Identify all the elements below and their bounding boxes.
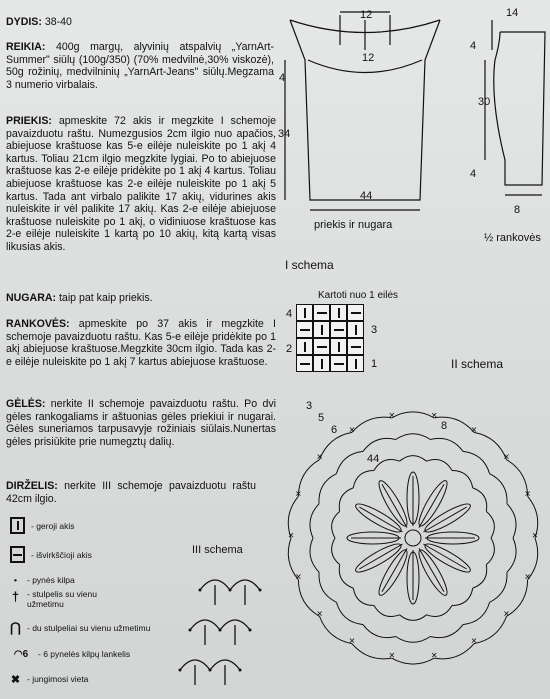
- svg-text:✕: ✕: [316, 452, 323, 462]
- schema1-title: I schema: [285, 258, 334, 272]
- schema2-title: II schema: [451, 357, 504, 371]
- svg-text:✕: ✕: [348, 636, 356, 646]
- schema1-row-1: 1: [371, 358, 378, 370]
- svg-text:✕: ✕: [503, 609, 510, 619]
- purl-stitch-icon: [313, 338, 330, 355]
- legend-chain: • - pynės kilpa: [10, 573, 75, 587]
- svg-text:✕: ✕: [316, 609, 323, 619]
- belt-paragraph: DIRŽELIS: nerkite III schemoje pavaizduotu raštu 42cm ilgio.: [6, 480, 256, 505]
- schema1-row-2: 2: [286, 343, 293, 355]
- body-bottom-measure: 44: [360, 190, 373, 202]
- body-side-measure: 4: [279, 72, 286, 84]
- sleeve-caption: ½ rankovės: [484, 232, 541, 244]
- schema1-repeat-note: Kartoti nuo 1 eilės: [318, 290, 399, 301]
- schema2-num-44: 44: [367, 453, 380, 465]
- svg-text:✕: ✕: [430, 410, 438, 420]
- purl-stitch-icon: [330, 355, 347, 372]
- knit-stitch-icon: [347, 355, 364, 372]
- knit-stitch-icon: [330, 304, 347, 321]
- legend-purl: - išvirkščioji akis: [10, 546, 92, 563]
- purl-stitch-icon: [313, 304, 330, 321]
- schema3-diagram: [160, 560, 280, 695]
- size-line: DYDIS: 38-40: [6, 16, 72, 28]
- svg-text:✕: ✕: [348, 425, 356, 435]
- materials-paragraph: REIKIA: 400g margų, alyvinių atspalvių „YarnArt-Summer" siūlų (100g/350) (70% medvilnė,30% viskozė), 50g rožinių, medvilninių „YarnArt-Jeans" siūlų.Megzama 3 numerio virbalais.: [6, 41, 274, 91]
- sleeve-height-measure: 30: [478, 96, 491, 108]
- knit-stitch-icon: [10, 517, 25, 534]
- svg-text:✕: ✕: [531, 531, 539, 540]
- knit-stitch-icon: [296, 304, 313, 321]
- knit-stitch-icon: [313, 355, 330, 372]
- svg-text:✕: ✕: [295, 572, 302, 582]
- schema1-row-4: 4: [286, 308, 293, 320]
- schema3-title: III schema: [192, 544, 243, 556]
- legend-knit: - geroji akis: [10, 517, 74, 534]
- schema2-num-3: 3: [306, 400, 313, 412]
- sleeves-paragraph: RANKOVĖS: apmeskite po 37 akis ir megzkite I schemoje pavaizduotu raštu. Kas 5-e eilėje pridėkite po 1 akį abiejuose kraštuose.Megzkite 30cm ilgio. Tada kas 2-e eilėje nuleiskite po 1 akį 7 kartus abiejuose kraštuose.: [6, 318, 276, 368]
- svg-text:✕: ✕: [295, 489, 302, 499]
- schema1-row-3: 3: [371, 324, 378, 336]
- knit-stitch-icon: [313, 321, 330, 338]
- svg-text:✕: ✕: [287, 531, 295, 540]
- svg-text:✕: ✕: [524, 489, 531, 499]
- svg-text:✕: ✕: [503, 452, 510, 462]
- svg-text:✕: ✕: [470, 425, 478, 435]
- legend-dc-pair: ⋂ - du stulpeliai su vienu užmetimu: [10, 620, 151, 635]
- body-height-measure: 34: [278, 128, 291, 140]
- body-caption: priekis ir nugara: [314, 219, 393, 231]
- legend-dc: † - stulpelis su vienu užmetimu: [11, 588, 97, 609]
- svg-text:✕: ✕: [524, 572, 531, 582]
- sleeve-schematic: [470, 20, 550, 220]
- body-top-measure: 12: [360, 9, 373, 21]
- chain-stitch-icon: •: [14, 575, 17, 585]
- purl-stitch-icon: [330, 321, 347, 338]
- schema2-flower-diagram: [283, 378, 548, 696]
- front-paragraph: PRIEKIS: apmeskite 72 akis ir megzkite I schemoje pavaizduotu raštu. Numezgusios 2cm ilgio nuo apačios, abiejuose kraštuose kas 5-e eilėje nuleiskite po 1 akį 4 kartus. Toliau 21cm ilgio megzkite lygiai. Po to abiejuose kraštuose kas 2-e eilėje pridėkite po 1 akį 4 kartus. Toliau abiejuose kraštuose kas 2-e eilėje nuleiskite po 1 akį 5 kartus. Tada ant virbalo palikite 17 akių, vidurines akis nuleiskite ir vėl palikite 17 akių. Kas 2-e eilėje abiejuose kraštuose nuleiskite po 1 akį, o vidiniuose kraštuose kas 2-e eilėje nuleiskite 1 kartą po 10 akių, kitą kartą visas likusias akis.: [6, 115, 276, 253]
- purl-stitch-icon: [296, 321, 313, 338]
- legend-chain-loop: ◠6 - 6 pynelės kilpų lankelis: [10, 647, 130, 661]
- schema2-num-5: 5: [318, 412, 325, 424]
- purl-stitch-icon: [10, 546, 25, 563]
- dc-pair-icon: ⋂: [10, 620, 21, 635]
- schema1-grid: [296, 304, 364, 372]
- body-neck-measure: 12: [362, 52, 375, 64]
- dc-stitch-icon: †: [11, 588, 20, 604]
- sleeve-top-measure: 14: [506, 7, 519, 19]
- purl-stitch-icon: [347, 304, 364, 321]
- body-schematic: [280, 0, 450, 215]
- purl-stitch-icon: [296, 355, 313, 372]
- flowers-paragraph: GĖLĖS: nerkite II schemoje pavaizduotu raštu. Po dvi gėles rankogaliams ir aštuonias gėles priekiui ir nugarai. Gėles suneriamos tarpusavyje rožiniais siūlais.Nunertas gėles prisiūkite prie numegztų dalių.: [6, 398, 276, 448]
- knit-stitch-icon: [330, 338, 347, 355]
- knit-stitch-icon: [347, 321, 364, 338]
- schema2-num-8: 8: [441, 420, 448, 432]
- svg-text:✕: ✕: [470, 636, 478, 646]
- sleeve-side-measure: 4: [470, 40, 477, 52]
- sleeve-bottom-measure: 8: [514, 204, 521, 216]
- sleeve-side2-measure: 4: [470, 168, 477, 180]
- svg-text:✕: ✕: [388, 410, 396, 420]
- knit-stitch-icon: [296, 338, 313, 355]
- svg-text:✕: ✕: [430, 651, 438, 661]
- svg-text:✕: ✕: [388, 651, 396, 661]
- purl-stitch-icon: [347, 338, 364, 355]
- back-paragraph: NUGARA: taip pat kaip priekis.: [6, 292, 153, 304]
- schema2-num-6: 6: [331, 424, 338, 436]
- join-icon: ✖: [10, 673, 21, 686]
- legend-join: ✖ - jungimosi vieta: [10, 673, 89, 686]
- chain-loop-icon: ◠6: [13, 648, 29, 660]
